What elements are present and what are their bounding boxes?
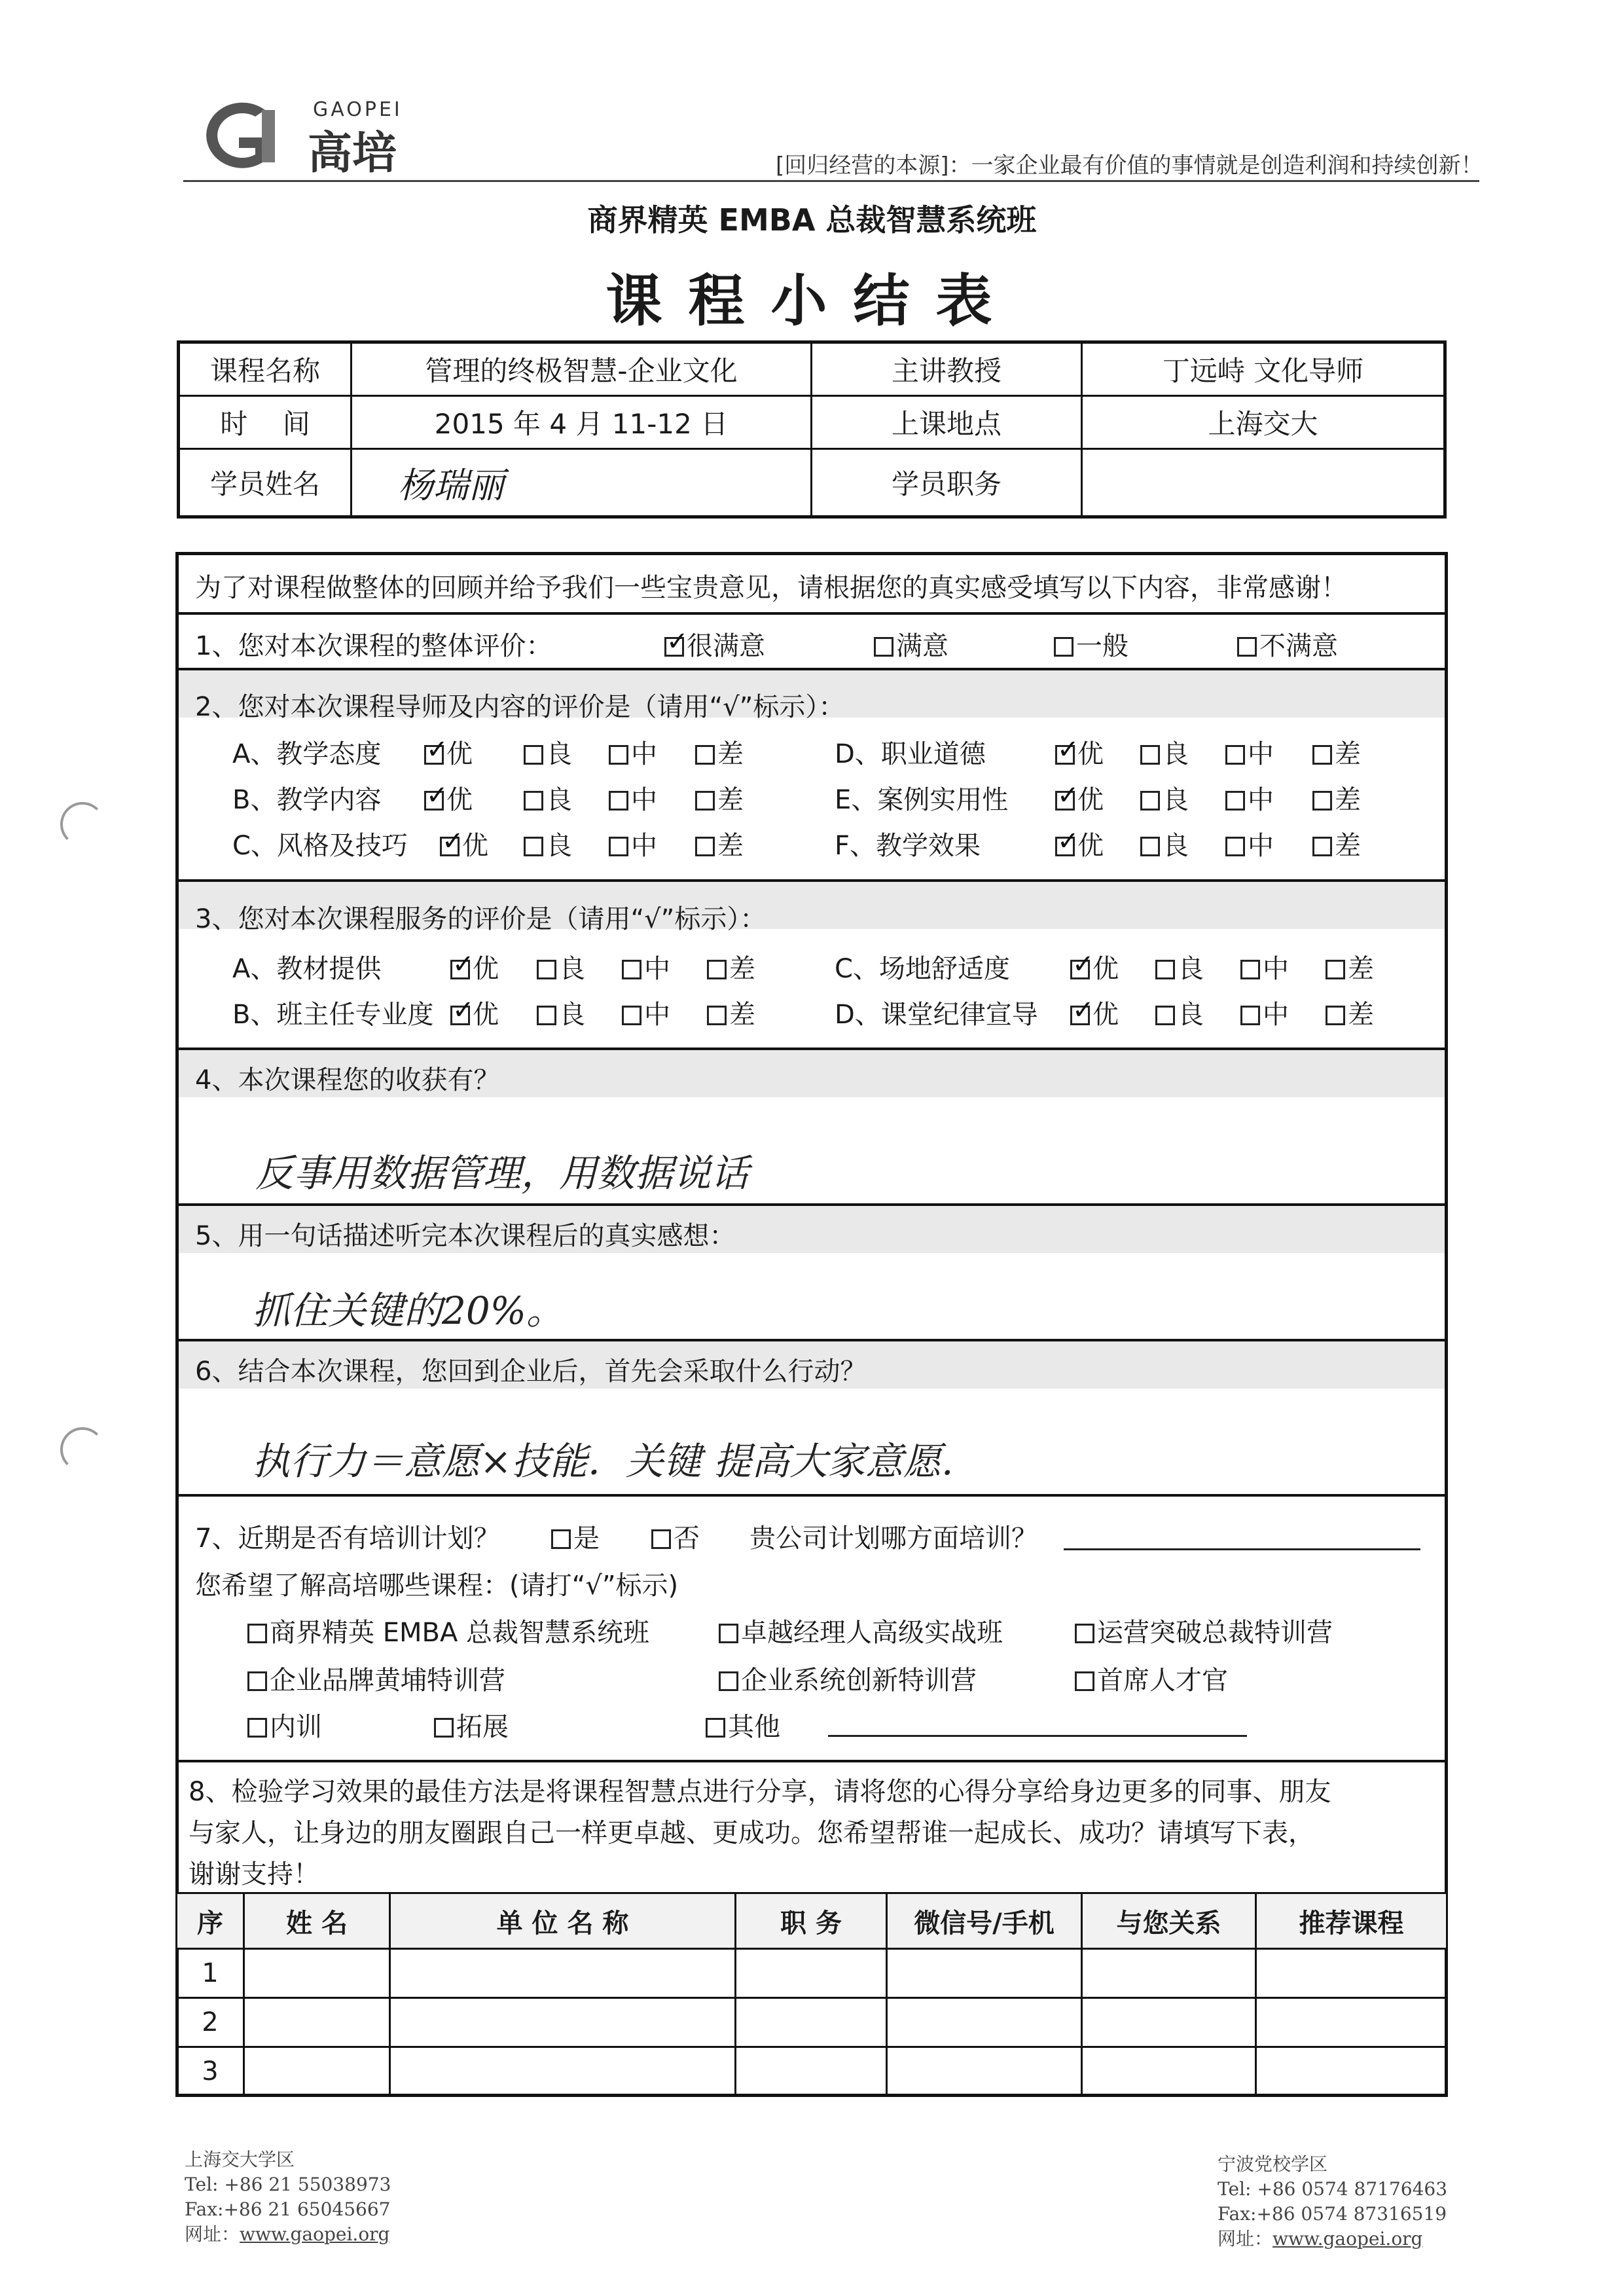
q3-c-grade-good[interactable]: 良 — [1155, 948, 1204, 985]
footer-left-web-link[interactable]: www.gaopei.org — [240, 2223, 390, 2245]
checkbox-checked-icon — [450, 960, 470, 979]
checkbox-icon — [622, 960, 641, 979]
q2-label: 2、您对本次课程导师及内容的评价是（请用“√”标示）： — [195, 692, 845, 722]
course-option-operation[interactable]: 运营突破总裁特训营 — [1075, 1612, 1333, 1649]
footer-left-fax: Fax:+86 21 65045667 — [185, 2198, 391, 2220]
col-index-header: 序 — [177, 1893, 244, 1949]
q3-a-grade-good[interactable]: 良 — [537, 948, 585, 985]
q7-no-option[interactable]: 否 — [651, 1518, 700, 1555]
location-value: 上海交大 — [1082, 396, 1445, 449]
checkbox-icon — [1155, 960, 1175, 979]
q1-label: 1、您对本次课程的整体评价： — [195, 631, 552, 661]
row-index: 3 — [177, 2047, 244, 2096]
program-title: 商界精英 EMBA 总裁智慧系统班 — [587, 202, 1037, 238]
checkbox-icon — [706, 1718, 725, 1738]
title-cell[interactable] — [736, 1998, 887, 2047]
checkbox-icon — [247, 1624, 267, 1643]
q3-b-grade-fair[interactable]: 中 — [622, 994, 670, 1031]
q3-c-grade-poor[interactable]: 差 — [1326, 948, 1374, 985]
checkbox-icon — [695, 745, 715, 765]
checkbox-icon — [524, 745, 543, 765]
footer-left-tel: Tel: +86 21 55038973 — [185, 2174, 391, 2195]
slogan: [回归经营的本源]：一家企业最有价值的事情就是创造利润和持续创新！ — [776, 153, 1483, 179]
col-relation-header: 与您关系 — [1082, 1893, 1256, 1949]
checkbox-icon — [434, 1718, 454, 1738]
footer-right-campus: 宁波党校学区 — [1218, 2153, 1328, 2175]
checkbox-icon — [551, 1529, 571, 1549]
checkbox-checked-icon — [450, 1006, 470, 1025]
footer-right-web-link[interactable]: www.gaopei.org — [1272, 2228, 1423, 2250]
row-index: 1 — [177, 1949, 244, 1998]
q2-a-grade-fair[interactable]: 中 — [609, 733, 657, 771]
q3-label: 3、您对本次课程服务的评价是（请用“√”标示）： — [195, 904, 767, 934]
col-course-header: 推荐课程 — [1256, 1893, 1447, 1949]
checkbox-icon — [1225, 837, 1245, 856]
footer-right — [1218, 2152, 1447, 2251]
footer-left-campus: 上海交大学区 — [185, 2149, 295, 2170]
course-option-manager[interactable]: 卓越经理人高级实战班 — [719, 1612, 1003, 1649]
form-title: 课程小结表 — [605, 268, 1019, 334]
footer-right-web-label: 网址： — [1218, 2228, 1273, 2250]
checkbox-checked-icon — [1070, 1006, 1090, 1025]
q3-a-grade-poor[interactable]: 差 — [707, 948, 755, 985]
q6-answer[interactable]: 执行力＝意愿×技能．关键 提高大家意愿. — [252, 1439, 954, 1484]
checkbox-checked-icon — [1055, 791, 1075, 811]
wechat-cell[interactable] — [887, 1949, 1082, 1998]
student-name-field[interactable] — [352, 449, 812, 517]
q1-option-satisfied[interactable]: 满意 — [874, 625, 948, 663]
table-row — [177, 2047, 1447, 2096]
checkbox-icon — [247, 1718, 267, 1738]
gaopei-logo-icon — [190, 97, 301, 175]
q1-option-normal[interactable]: 一般 — [1054, 625, 1128, 663]
checkbox-icon — [1312, 837, 1332, 856]
q8-text-line2: 与家人，让身边的朋友圈跟自己一样更卓越、更成功。您希望帮谁一起成长、成功？请填写下表， — [189, 1818, 1314, 1848]
q7-label: 7、近期是否有培训计划？ — [195, 1523, 500, 1554]
q3-item-c: C、场地舒适度 — [835, 954, 1010, 984]
relation-cell[interactable] — [1082, 1998, 1256, 2047]
q2-f-grade-excellent[interactable]: ✓优 — [1055, 825, 1104, 862]
name-cell[interactable] — [244, 1949, 390, 1998]
course-option-innovation[interactable]: 企业系统创新特训营 — [719, 1660, 977, 1697]
position-label: 学员职务 — [812, 449, 1082, 517]
course-option-brand[interactable]: 企业品牌黄埔特训营 — [247, 1660, 505, 1697]
checkbox-icon — [719, 1671, 738, 1691]
checkbox-checked-icon — [440, 837, 460, 856]
wechat-cell[interactable] — [887, 1998, 1082, 2047]
q2-b-grade-good[interactable]: 良 — [524, 779, 572, 816]
q1-option-very-satisfied[interactable]: ✓ 很满意 — [664, 625, 765, 663]
course-cell[interactable] — [1256, 1998, 1447, 2047]
checkbox-icon — [874, 637, 893, 657]
q3-c-grade-fair[interactable]: 中 — [1240, 948, 1289, 985]
col-wechat-header: 微信号/手机 — [887, 1893, 1082, 1949]
checkbox-icon — [1225, 791, 1245, 811]
q5-label: 5、用一句话描述听完本次课程后的真实感想： — [195, 1221, 736, 1251]
checkbox-icon — [609, 837, 628, 856]
checkbox-icon — [609, 745, 628, 765]
checkbox-icon — [1312, 745, 1332, 765]
punch-hole-top — [60, 802, 105, 847]
company-cell[interactable] — [390, 2047, 736, 2096]
q7-which-label: 贵公司计划哪方面培训？ — [749, 1523, 1038, 1554]
checkbox-icon — [1237, 637, 1257, 657]
checkbox-icon — [707, 1006, 727, 1025]
q7-yes-option[interactable]: 是 — [551, 1518, 600, 1555]
checkbox-checked-icon — [424, 745, 444, 765]
q2-item-a: A、教学态度 — [232, 739, 382, 769]
title-cell[interactable] — [736, 2047, 887, 2096]
q3-d-grade-excellent[interactable]: ✓优 — [1070, 994, 1119, 1031]
q2-item-f: F、教学效果 — [835, 831, 981, 861]
checkbox-icon — [1240, 960, 1260, 979]
course-name-value: 管理的终极智慧-企业文化 — [352, 342, 812, 396]
q7-which-field[interactable] — [1064, 1548, 1420, 1550]
checkbox-icon — [524, 837, 543, 856]
q2-f-grade-poor[interactable]: 差 — [1312, 825, 1361, 862]
checkbox-icon — [609, 791, 628, 811]
checkbox-icon — [1155, 1006, 1175, 1025]
q2-item-d: D、职业道德 — [835, 739, 986, 769]
q3-a-grade-excellent[interactable]: ✓优 — [450, 948, 499, 985]
checkbox-icon — [651, 1529, 671, 1549]
company-cell[interactable] — [390, 1998, 736, 2047]
checkbox-icon — [537, 960, 556, 979]
header-rule — [183, 180, 1479, 182]
q2-f-grade-fair[interactable]: 中 — [1225, 825, 1274, 862]
checkbox-icon — [1054, 637, 1074, 657]
q8-text-line3: 谢谢支持！ — [189, 1859, 319, 1889]
q3-item-a: A、教材提供 — [232, 954, 382, 984]
course-cell[interactable] — [1256, 1949, 1447, 1998]
q2-d-grade-fair[interactable]: 中 — [1225, 733, 1274, 771]
q4-answer[interactable]: 反事用数据管理，用数据说话 — [255, 1151, 749, 1195]
company-cell[interactable] — [390, 1949, 736, 1998]
q2-c-grade-excellent[interactable]: ✓优 — [440, 825, 488, 862]
q2-a-grade-poor[interactable]: 差 — [695, 733, 744, 771]
q2-b-grade-fair[interactable]: 中 — [609, 779, 657, 816]
relation-cell[interactable] — [1082, 1949, 1256, 1998]
wechat-cell[interactable] — [887, 2047, 1082, 2096]
checkbox-icon — [537, 1006, 556, 1025]
q3-b-grade-good[interactable]: 良 — [537, 994, 585, 1031]
q2-item-e: E、案例实用性 — [835, 785, 1009, 815]
course-cell[interactable] — [1256, 2047, 1447, 2096]
course-option-cto[interactable]: 首席人才官 — [1075, 1660, 1228, 1697]
col-company-header: 单 位 名 称 — [390, 1893, 736, 1949]
q3-d-grade-poor[interactable]: 差 — [1326, 994, 1374, 1031]
checkbox-checked-icon — [1055, 837, 1075, 856]
col-name-header: 姓 名 — [244, 1893, 390, 1949]
name-cell[interactable] — [244, 2047, 390, 2096]
q2-b-grade-excellent[interactable]: ✓优 — [424, 779, 473, 816]
checkbox-icon — [695, 837, 715, 856]
course-info-table — [177, 340, 1447, 519]
checkbox-icon — [622, 1006, 641, 1025]
name-cell[interactable] — [244, 1998, 390, 2047]
q2-a-grade-excellent[interactable]: ✓优 — [424, 733, 473, 771]
divider-intro — [175, 612, 1448, 615]
footer-left-web-label: 网址： — [185, 2223, 240, 2245]
checkbox-checked-icon — [664, 637, 684, 657]
checkbox-icon — [1140, 837, 1160, 856]
q4-label: 4、本次课程您的收获有？ — [195, 1065, 500, 1095]
checkbox-icon — [1326, 1006, 1345, 1025]
footer-right-tel: Tel: +86 0574 87176463 — [1218, 2178, 1448, 2200]
lecturer-value: 丁远峙 文化导师 — [1082, 342, 1445, 396]
q2-e-grade-poor[interactable]: 差 — [1312, 779, 1361, 816]
q3-a-grade-fair[interactable]: 中 — [622, 948, 670, 985]
checkbox-icon — [247, 1671, 267, 1691]
checkbox-icon — [524, 791, 543, 811]
checkbox-icon — [1140, 791, 1160, 811]
q2-c-grade-poor[interactable]: 差 — [695, 825, 744, 862]
checkbox-icon — [1240, 1006, 1260, 1025]
referral-table — [175, 1892, 1448, 2097]
q3-b-grade-excellent[interactable]: ✓优 — [450, 994, 499, 1031]
checkbox-icon — [1140, 745, 1160, 765]
q3-item-b: B、班主任专业度 — [232, 1000, 434, 1030]
q2-e-grade-fair[interactable]: 中 — [1225, 779, 1274, 816]
checkbox-icon — [707, 960, 727, 979]
time-value: 2015 年 4 月 11-12 日 — [352, 396, 812, 449]
q6-label: 6、结合本次课程，您回到企业后，首先会采取什么行动？ — [195, 1357, 867, 1387]
q3-item-d: D、课堂纪律宣导 — [835, 1000, 1038, 1030]
course-name-label: 课程名称 — [179, 342, 352, 396]
row-index: 2 — [177, 1998, 244, 2047]
checkbox-icon — [719, 1624, 738, 1643]
checkbox-icon — [695, 791, 715, 811]
q8-text-line1: 8、检验学习效果的最佳方法是将课程智慧点进行分享，请将您的心得分享给身边更多的同事、朋友 — [189, 1777, 1331, 1807]
divider-q7 — [175, 1760, 1448, 1762]
title-cell[interactable] — [736, 1949, 887, 1998]
q3-c-grade-excellent[interactable]: ✓优 — [1070, 948, 1119, 985]
checkbox-icon — [1326, 960, 1345, 979]
brand-chinese: 高培 — [308, 128, 397, 179]
course-option-other[interactable]: 其他 — [706, 1706, 780, 1743]
location-label: 上课地点 — [812, 396, 1082, 449]
q1-option-unsatisfied[interactable]: 不满意 — [1237, 625, 1338, 663]
q3-b-grade-poor[interactable]: 差 — [707, 994, 755, 1031]
student-name-label: 学员姓名 — [179, 449, 352, 517]
divider-q6 — [175, 1494, 1448, 1497]
checkbox-checked-icon — [1070, 960, 1090, 979]
survey-intro: 为了对课程做整体的回顾并给予我们一些宝贵意见，请根据您的真实感受填写以下内容，非常感谢！ — [195, 573, 1347, 603]
q2-c-grade-fair[interactable]: 中 — [609, 825, 657, 862]
q2-b-grade-poor[interactable]: 差 — [695, 779, 744, 816]
q2-d-grade-poor[interactable]: 差 — [1312, 733, 1361, 771]
q2-a-grade-good[interactable]: 良 — [524, 733, 572, 771]
checkbox-icon — [1075, 1624, 1094, 1643]
checkbox-icon — [1225, 745, 1245, 765]
position-field[interactable] — [1082, 449, 1445, 517]
q7-courses-label: 您希望了解高培哪些课程：(请打“√”标示) — [195, 1571, 679, 1601]
course-option-emba[interactable]: 商界精英 EMBA 总裁智慧系统班 — [247, 1612, 649, 1649]
footer-right-fax: Fax:+86 0574 87316519 — [1218, 2203, 1447, 2225]
checkbox-checked-icon — [424, 791, 444, 811]
lecturer-label: 主讲教授 — [812, 342, 1082, 396]
q2-e-grade-good[interactable]: 良 — [1140, 779, 1189, 816]
col-title-header: 职 务 — [736, 1893, 887, 1949]
brand-english: GAOPEI — [313, 98, 403, 121]
course-option-internal[interactable]: 内训 — [247, 1706, 322, 1743]
table-row — [177, 1998, 1447, 2047]
checkbox-icon — [1312, 791, 1332, 811]
table-row — [177, 1949, 1447, 1998]
checkbox-icon — [1075, 1671, 1094, 1691]
q3-d-grade-good[interactable]: 良 — [1155, 994, 1204, 1031]
time-label: 时 间 — [179, 396, 352, 449]
q2-item-c: C、风格及技巧 — [232, 831, 408, 861]
q5-answer[interactable]: 抓住关键的20%。 — [252, 1288, 564, 1333]
student-name-handwriting: 杨瑞丽 — [398, 464, 504, 506]
q2-e-grade-excellent[interactable]: ✓优 — [1055, 779, 1104, 816]
relation-cell[interactable] — [1082, 2047, 1256, 2096]
course-option-outward[interactable]: 拓展 — [434, 1706, 509, 1743]
punch-hole-bottom — [60, 1427, 105, 1472]
course-other-field[interactable] — [828, 1735, 1247, 1737]
q2-d-grade-excellent[interactable]: ✓优 — [1055, 733, 1104, 771]
q2-item-b: B、教学内容 — [232, 785, 382, 815]
q3-d-grade-fair[interactable]: 中 — [1240, 994, 1289, 1031]
q2-f-grade-good[interactable]: 良 — [1140, 825, 1189, 862]
footer-left — [185, 2147, 391, 2247]
q2-d-grade-good[interactable]: 良 — [1140, 733, 1189, 771]
checkbox-checked-icon — [1055, 745, 1075, 765]
q2-c-grade-good[interactable]: 良 — [524, 825, 572, 862]
